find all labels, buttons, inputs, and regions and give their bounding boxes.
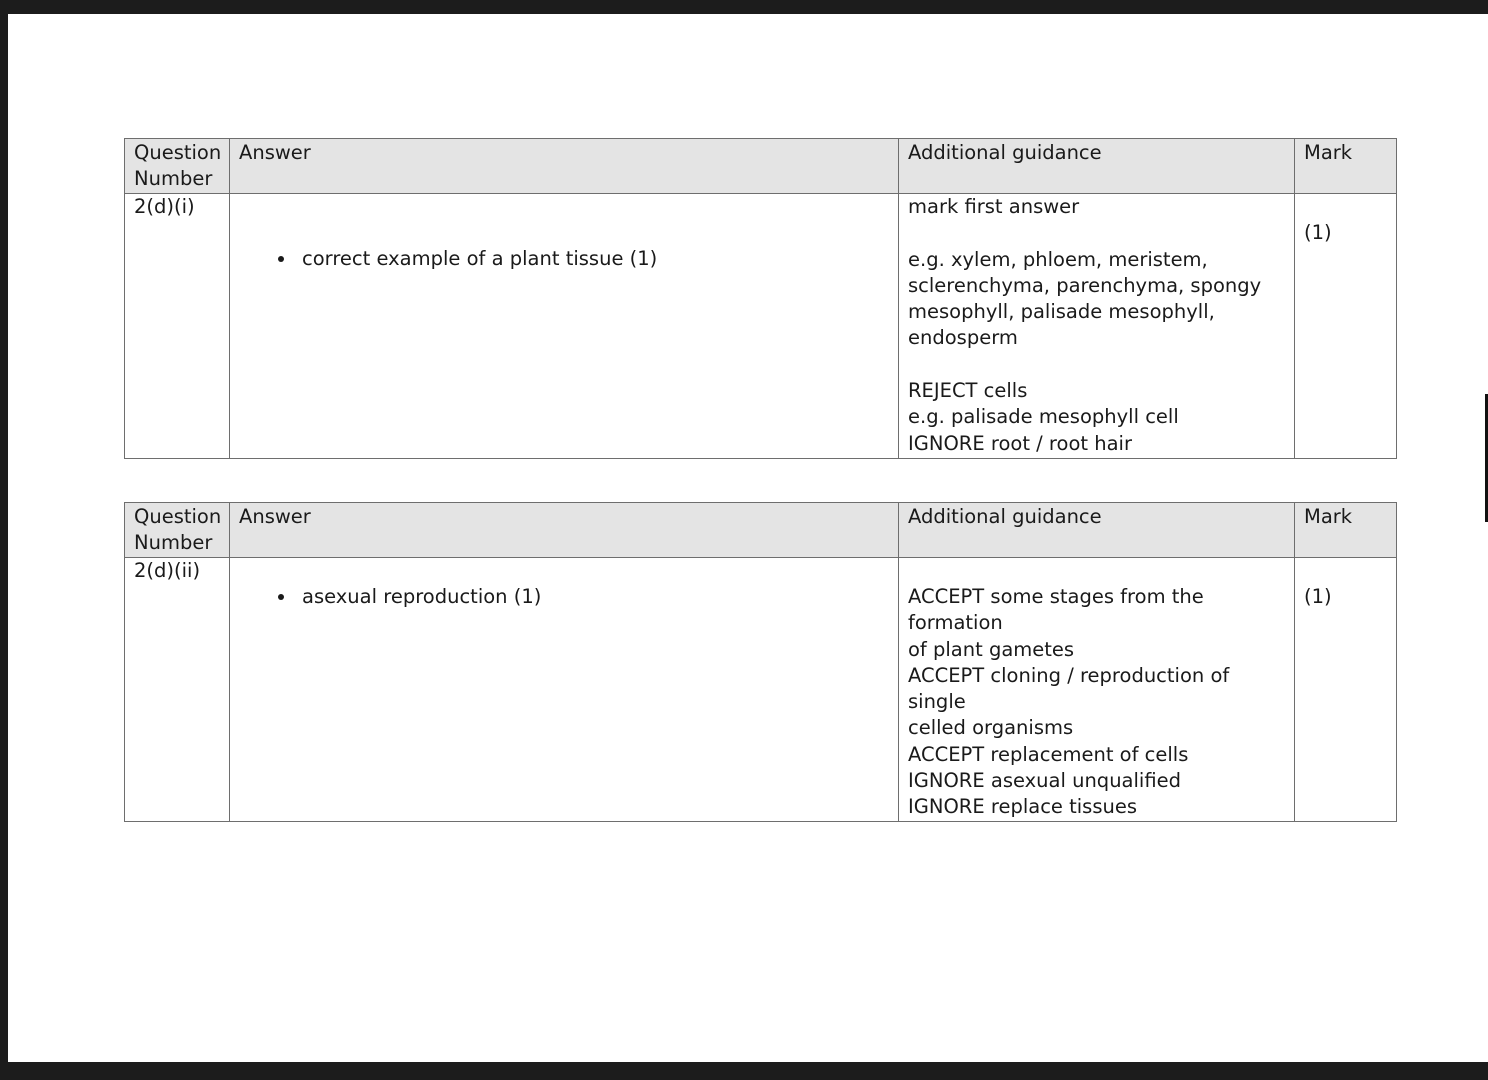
guidance-line: IGNORE root / root hair — [908, 431, 1132, 455]
header-question-number: Question Number — [125, 139, 230, 194]
answer-cell — [230, 558, 899, 822]
mark-value: (1) — [1304, 585, 1332, 608]
guidance-line: of plant gametes — [908, 637, 1075, 661]
mark-value: (1) — [1304, 221, 1332, 244]
table-row — [125, 194, 1397, 459]
header-question-number: Question Number — [125, 503, 230, 558]
table-header-row — [125, 503, 1397, 558]
question-number: 2(d)(i) — [125, 194, 230, 459]
answer-cell — [230, 194, 899, 459]
guidance-line: e.g. xylem, phloem, meristem, — [908, 247, 1208, 271]
window-frame-bottom — [0, 1062, 1488, 1080]
window-frame-top — [0, 0, 1488, 14]
document-page — [8, 14, 1488, 1062]
header-mark: Mark — [1295, 503, 1397, 558]
guidance-line: ACCEPT some stages from the formation — [908, 585, 1204, 635]
guidance-cell — [899, 558, 1295, 822]
guidance-line: ACCEPT replacement of cells — [908, 742, 1189, 766]
header-additional-guidance: Additional guidance — [899, 503, 1295, 558]
guidance-line: mark first answer — [908, 195, 1080, 218]
guidance-line: celled organisms — [908, 716, 1074, 740]
guidance-cell — [899, 194, 1295, 459]
mark-scheme-table-2dii — [124, 502, 1397, 822]
header-additional-guidance: Additional guidance — [899, 139, 1295, 194]
answer-bullet: correct example of a plant tissue (1) — [239, 246, 889, 272]
guidance-line: e.g. palisade mesophyll cell — [908, 405, 1179, 429]
header-mark: Mark — [1295, 139, 1397, 194]
answer-bullet: asexual reproduction (1) — [239, 584, 889, 610]
guidance-line: endosperm — [908, 326, 1018, 350]
guidance-line: REJECT cells — [908, 379, 1028, 403]
question-number: 2(d)(ii) — [125, 558, 230, 822]
guidance-line: sclerenchyma, parenchyma, spongy — [908, 273, 1262, 297]
table-header-row — [125, 139, 1397, 194]
guidance-line: IGNORE replace tissues — [908, 795, 1138, 819]
table-row — [125, 558, 1397, 822]
guidance-line: ACCEPT cloning / reproduction of single — [908, 663, 1230, 714]
mark-cell — [1295, 558, 1397, 822]
guidance-line: IGNORE asexual unqualified — [908, 769, 1181, 793]
header-answer: Answer — [230, 139, 899, 194]
mark-scheme-table-2di — [124, 138, 1397, 459]
mark-cell — [1295, 194, 1397, 459]
window-frame-left — [0, 0, 8, 1080]
guidance-line: mesophyll, palisade mesophyll, — [908, 300, 1215, 324]
header-answer: Answer — [230, 503, 899, 558]
